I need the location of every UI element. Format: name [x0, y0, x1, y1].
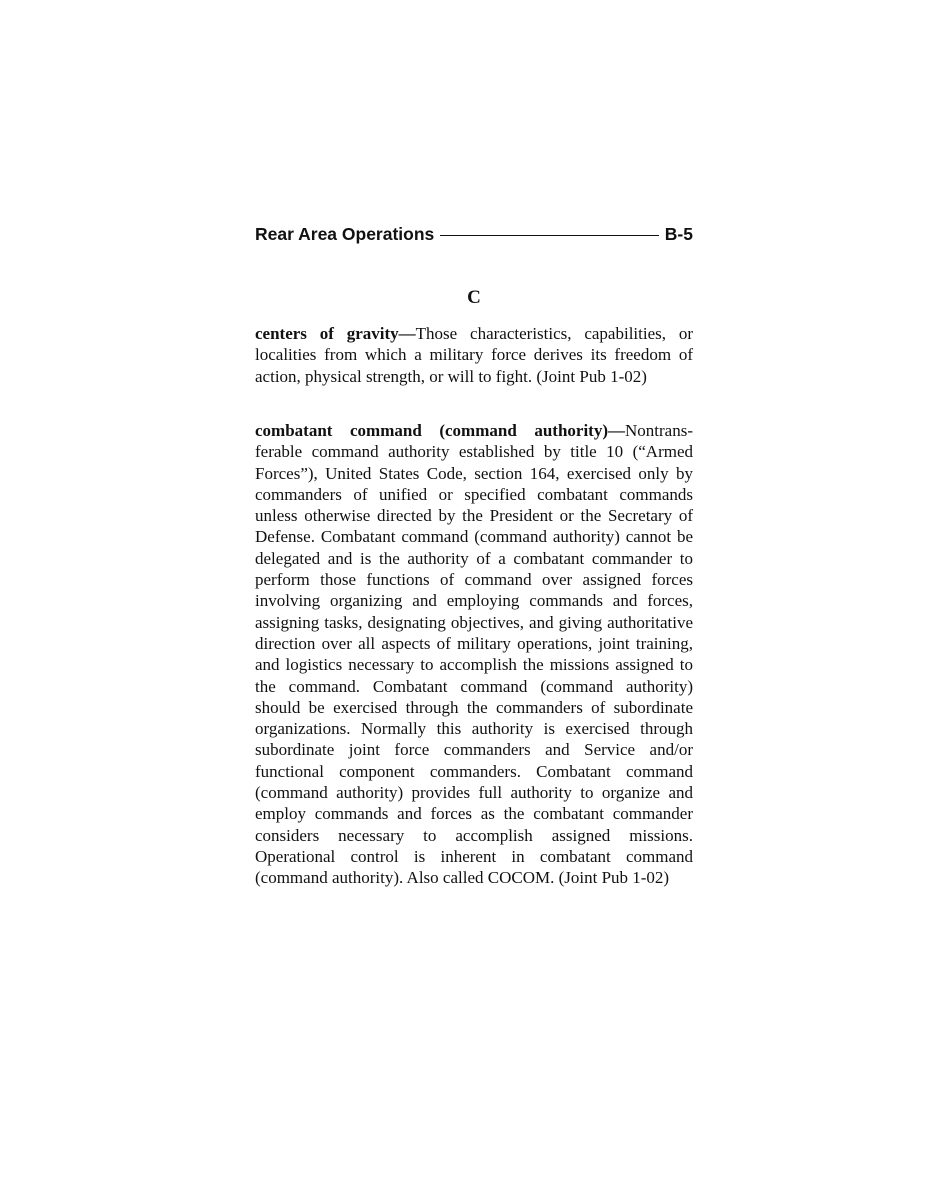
- section-letter: C: [467, 287, 481, 308]
- header-title: Rear Area Operations: [255, 223, 435, 244]
- entry-definition: Nontransferable command authority established by title 10 (“Armed Forces”), United States Code, section 164, exercised only by commanders of unified or specified combatant commands unless otherwise directed by the President or the Secretary of Defense. Combatant command (command authority) cannot be delegated and is the authority of a combatant commander to perform those functions of command over assigned forces involving organizing and employing commands and forces, assigning tasks, designating objectives, and giving authoritative direction over all aspects of military operations, joint training, and logistics necessary to accomplish the missions assigned to the command. Combatant command (command authority) should be exercised through the commanders of subordinate organizations. Normally this authority is exercised through subordinate joint force commanders and Service and/or functional component commanders. Combatant command (command authority) provides full authority to organize and employ commands and forces as the combatant commander considers necessary to accomplish assigned missions. Operational control is inherent in combatant command (command authority). Also called COCOM. (Joint Pub 1-02): [255, 421, 693, 888]
- glossary-entry: [255, 323, 693, 387]
- header-rule: [440, 235, 659, 236]
- entry-term: centers of gravity: [255, 324, 399, 343]
- entry-term: combatant command (command authority): [255, 421, 608, 440]
- page-header: [255, 221, 693, 247]
- glossary-entry: [255, 420, 693, 889]
- entry-definition: Those characteristics, capabilities, or localities from which a military force derives its freedom of action, physical strength, or will to fight. (Joint Pub 1-02): [255, 324, 693, 386]
- entry-dash: —: [608, 421, 625, 440]
- header-page-number: B-5: [664, 223, 693, 244]
- entry-dash: —: [398, 324, 416, 343]
